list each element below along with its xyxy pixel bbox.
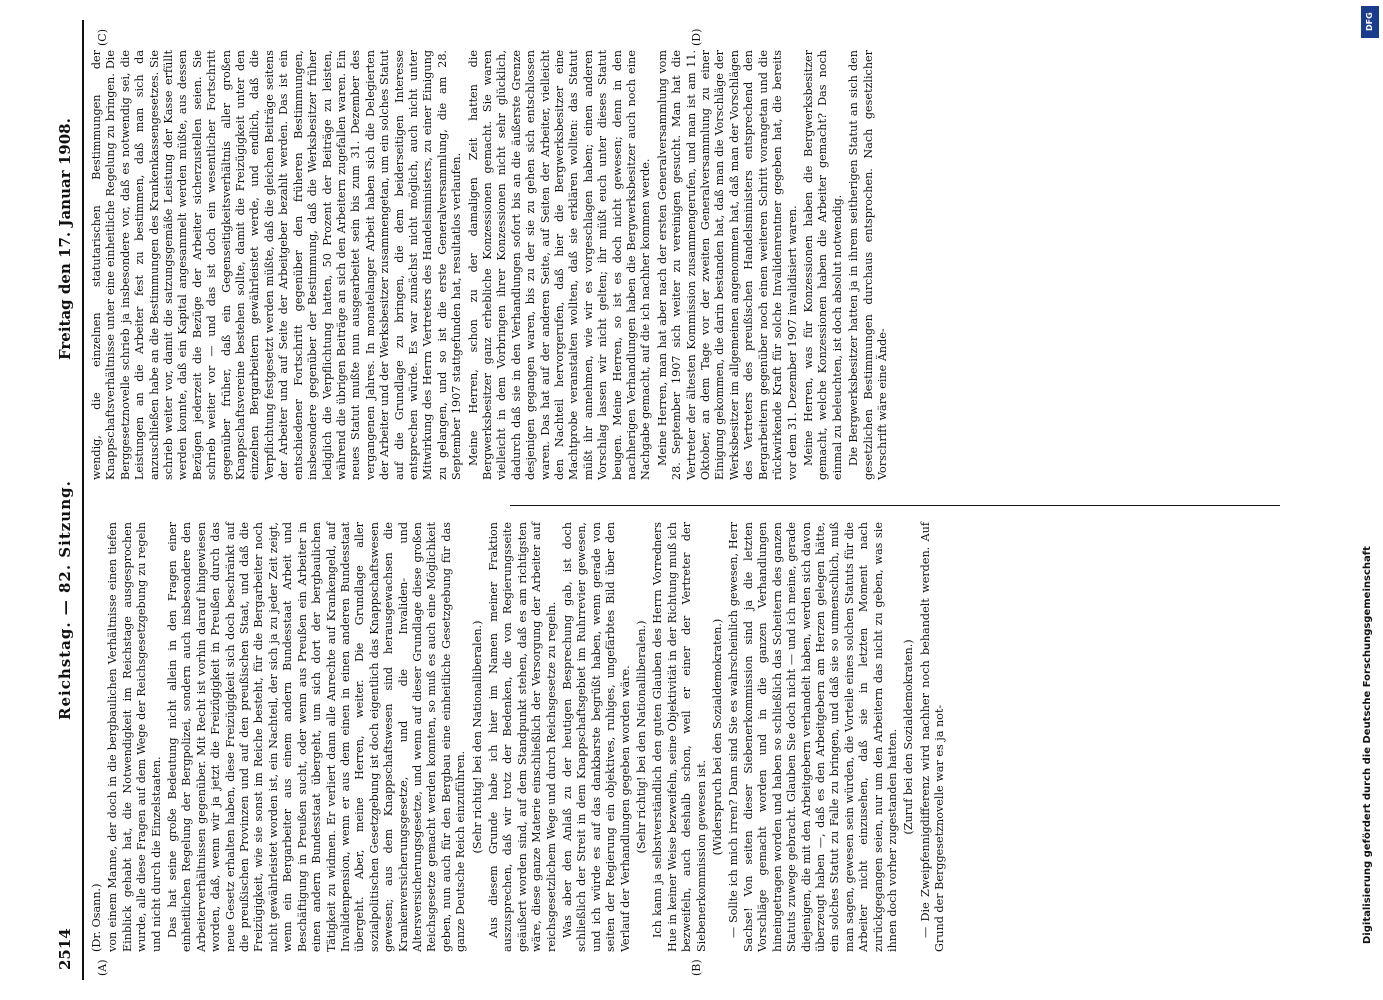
paragraph: Das hat seine große Bedeutung nicht allein in den Fragen einer einheitlichen Regelung der Bergpolizei, sondern auch insbesondere den Arbeiterverhältnissen gegenüber. Mit Recht ist vorhin darauf hingewiesen worden, daß, wenn wir ja jetzt die Freizügigkeit in Preußen durch das neue Gesetz erhalten haben, diese Freizügigkeit sich doch beschränkt auf die preußischen Provinzen und auf den preußischen Staat, und daß die Freizügigkeit, wie sie sonst im Reiche besteht, für die Bergarbeiter noch nicht gewährleistet worden ist, ein Nachteil, der sich ja zu jeder Zeit zeigt, wenn ein Bergarbeiter aus einem andern Bundesstaat Arbeit und Beschäftigung in Preußen sucht, oder wenn aus Preußen ein Arbeiter in einen andern Bundesstaat übergeht, um sich dort der bergbaulichen Tätigkeit zu widmen. Er verliert dann alle Anrechte auf Krankengeld, auf Invalidenpension, wenn er aus dem einen in einen anderen Bundesstaat übergeht. Aber, meine Herren, weiter. Die Grundlage aller sozialpolitischen Gesetzgebung ist doch eigentlich das Knappschaftswesen gewesen; aus dem Knappschaftswesen sind herausgewachsen die Krankenversicherungsgesetze, und die Invaliden- und Altersversicherungsgesetze, und wenn auf dieser Grundlage diese großen Reichsgesetze gemacht werden konnten, so muß es auch eine Möglichkeit geben, nun auch für den Bergbau eine einheitliche Gesetzgebung für das ganze Deutsche Reich einzuführen.: [166, 522, 468, 952]
speaker-label: (Dr. Osann.): [90, 883, 103, 952]
interjection: (Zuruf bei den Sozialdemokraten.): [902, 639, 916, 835]
paragraph: Meine Herren, man hat aber nach der ersten Generalversammlung vom 28. September 1907 sich weiter zu vereinigen gesucht. Man hat die Vertreter der ältesten Kommission zusammengerufen, und man ist am 11. Oktober, an dem Tage vor der zweiten Generalversammlung zu einer Einigung gekommen, die darin bestanden hat, daß man die Vorschläge der Werksbesitzer im allgemeinen angenommen hat, daß man der Vorschlägen des Vertreters des preußischen Handelsministers entsprechend den Bergarbeitern gegenüber noch einen weiteren Schritt vorangetan und die rückwirkende Kraft für solche Invalidenrentner gegeben hat, die bereits vor dem 31. Dezember 1907 invalidisiert waren.: [655, 50, 799, 480]
interjection: (Sehr richtig! bei den Nationalliberalen.): [470, 620, 484, 854]
paragraph: Die Bergwerksbesitzer hatten ja in ihrem seitherigen Statut an sich den gesetzlichen Bestimmungen durchaus entsprochen. Nach gesetzlicher Vorschrift wäre eine Ände-: [847, 50, 889, 480]
paragraph: wendig, die einzelnen statutarischen Bestimmungen der Knappschaftsverhältnisse unter eine einheitliche Regelung zu bringen. Die Berggesetznovelle schrieb ja insbesondere vor, daß es notwendig sei, die Leistungen an die Arbeiter fest zu bestimmen, daß man sich da anzuschließen habe an die Bestimmungen des Krankenkassengesetzes. Sie schrieb weiter vor, damit die satzungsgemäße Leistung der Kasse erfüllt werden konnte, daß ein Kapital angesammelt werden müßte, aus dessen Bezügen jederzeit die Bezüge der Arbeiter sicherzustellen seien. Sie schrieb weiter vor — und das ist doch ein wesentlicher Fortschritt gegenüber früher, daß ein Gegenseitigkeitsverhältnis aller großen Knappschaftsvereine bestehen sollte, damit die Freizügigkeit unter den einzelnen Bergarbeitern gewährleistet werde, und endlich, daß die Verpflichtung festgesetzt werden müßte, daß die gleichen Beiträge seitens der Arbeiter und auf Seite der Arbeitgeber bezahlt werden. Das ist ein entschiedener Fortschritt gegenüber den früheren Bestimmungen, insbesondere gegenüber der Bestimmung, daß die Werksbesitzer früher lediglich die Verpflichtung hatten, 50 Prozent der Beiträge zu leisten, während die übrigen Beiträge an sich den Arbeitern zugefallen waren. Ein neues Statut mußte nun ausgearbeitet sein bis zum 31. Dezember des vergangenen Jahres. In monatelanger Arbeit haben sich die Delegierten der Arbeiter und der Werksbesitzer zusammengetan, um ein solches Statut auf die Grundlage zu bringen, die dem beiderseitigen Interesse entsprechen würde. Es war zunächst nicht möglich, auch nicht unter Mitwirkung des Herrn Vertreters des Handelsministers, zu einer Einigung zu gelangen, und so ist die erste Generalversammlung, die am 28. September 1907 stattgefunden hat, resultatlos verlaufen.: [90, 50, 464, 480]
rotated-content: [50, 20, 1310, 980]
margin-label-d: (D): [690, 28, 703, 46]
page-date: Freitag den 17. Januar 1908.: [56, 118, 74, 360]
paragraph: — Sollte ich mich irren? Dann sind Sie es wahrscheinlich gewesen, Herr Sachse! Von seiten dieser Siebenerkommission sind ja die letzten Vorschläge gemacht worden und in die ganzen Verhandlungen hineingetragen worden und haben so schließlich das Scheitern des ganzen Statuts zuwege gebracht. Glauben Sie doch nicht — und ich meine, gerade diejenigen, die mit den Arbeitgebern verhandelt haben, werden sich davon überzeugt haben —, daß es den Arbeitgebern am Herzen gelegen hätte, ein solches Statut zu Falle zu bringen, und daß sie so unmenschlich, muß man sagen, gewesen sein würden, die Vorteile eines solchen Statuts für die Arbeiter nicht einzusehen, daß sie in letzten Moment nach zurückgegangen seien, nur um den Arbeitern das nicht zu geben, was sie ihnen doch vorher zugestanden hatten.: [727, 522, 899, 952]
paragraph: von einem Manne, der doch in die bergbaulichen Verhältnisse einen tiefen Einblick gehabt hat, die Notwendigkeit im Reichstage ausgesprochen wurde, alle diese Fragen auf dem Wege der Reichsgesetzgebung zu regeln und nicht durch die Einzelstaaten.: [106, 522, 163, 952]
interjection: (Widerspruch bei den Sozialdemokraten.): [711, 618, 725, 856]
text-column-right: [90, 50, 892, 480]
interjection: (Sehr richtig! bei den Nationalliberalen.): [635, 620, 649, 854]
digitization-note: Digitalisierung gefördert durch die Deutsche Forschungsgemeinschaft: [1362, 546, 1373, 944]
paragraph: Meine Herren, was für Konzessionen haben die Bergwerksbesitzer gemacht, welche Konzessionen haben die Arbeiter gemacht? Das noch einmal zu beleuchten, ist doch absolut notwendig.: [801, 50, 844, 480]
margin-label-a: (A): [96, 959, 109, 976]
page-number: 2514: [56, 928, 74, 970]
margin-label-b: (B): [690, 959, 703, 976]
page-header: [50, 20, 84, 980]
paragraph: — Die Zweipfennigdifferenz wird nachher noch behandelt werden. Auf Grund der Berggesetznovelle war es ja not-: [918, 522, 947, 952]
digitization-strip: [1359, 0, 1383, 1000]
paragraph: Was aber den Anlaß zu der heutigen Besprechung gab, ist doch schließlich der Streit in dem Knappschaftsgebiet im Ruhrrevier gewesen, und ich würde es auf das dankbarste begrüßt haben, wenn gerade von seiten der Regierung ein objektives, ruhiges, ungefärbtes Bild über den Verlauf der Verhandlungen gegeben worden wäre.: [561, 522, 632, 952]
page-title: Reichstag. — 82. Sitzung.: [56, 480, 74, 720]
dfg-logo: DFG: [1361, 6, 1379, 38]
paragraph: Ich kann ja selbstverständlich den guten Glauben des Herrn Vorredners Hue in keiner Weise bezweifeln, seine Objektivität in der Richtung muß ich bezweifeln, auch deshalb schon, weil er einer der Vertreter der Siebenerkommission gewesen ist.: [651, 522, 708, 952]
paragraph: Aus diesem Grunde habe ich hier im Namen meiner Fraktion auszusprechen, daß wir trotz der Bedenken, die von Regierungsseite geäußert worden sind, auf dem Standpunkt stehen, daß es am richtigsten wäre, diese ganze Materie einschließlich der Versorgung der Arbeiter auf reichsgesetzlichem Wege und durch Reichsgesetze zu regeln.: [486, 522, 558, 952]
text-column-left: [90, 522, 950, 952]
column-divider: [510, 505, 1280, 506]
paragraph: Meine Herren, schon zu der damaligen Zeit hatten die Bergwerksbesitzer ganz erhebliche Konzessionen gemacht. Sie waren vielleicht in dem Vorbringen ihrer Konzessionen nicht sehr glücklich, dadurch daß sie in den Verhandlungen sofort bis an die äußerste Grenze desjenigen gegangen waren, bis zu der sie zu gehen sich entschlossen waren. Das hat auf der anderen Seite, auf Seiten der Arbeiter, vielleicht den Nachteil hervorgerufen, daß hier die Bergwerksbesitzer eine Machtprobe veranstalten wollten, daß sie erklären wollten: das Statut müßt ihr annehmen, wie wir es vorgeschlagen haben; einen anderen Vorschlag lassen wir nicht gelten; ihr müßt euch unter dieses Statut beugen. Meine Herren, so ist es doch nicht gewesen; denn in den nachherigen Verhandlungen haben die Bergwerksbesitzer auch noch eine Nachgabe gemacht, auf die ich nachher kommen werde.: [466, 50, 653, 480]
margin-label-c: (C): [96, 29, 109, 46]
